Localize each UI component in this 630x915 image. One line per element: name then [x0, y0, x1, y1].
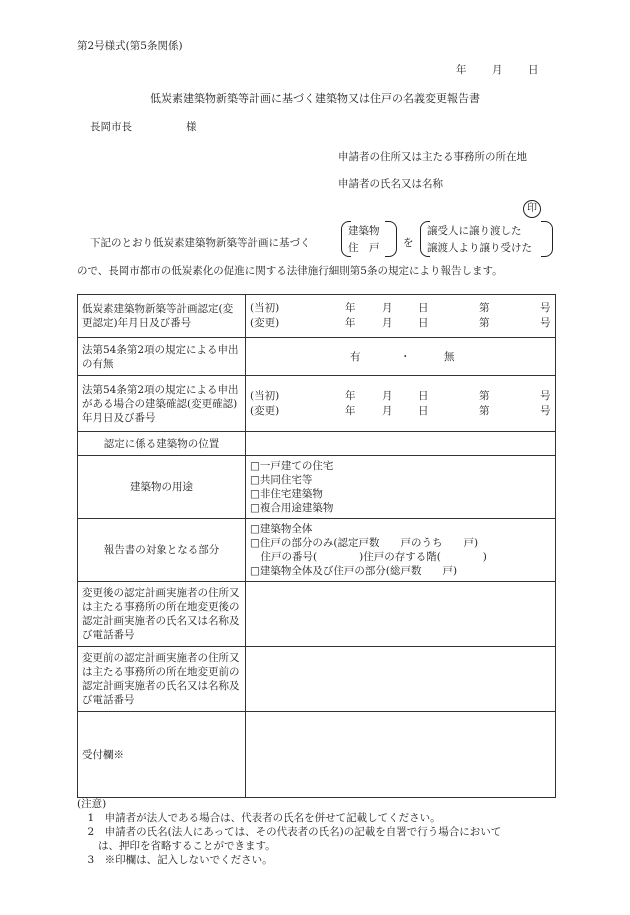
seal-mark: 印 [523, 200, 541, 218]
body-intro: 下記のとおり低炭素建築物新築等計画に基づく [90, 237, 311, 249]
value-building-confirmation[interactable] [246, 376, 556, 432]
checkbox-detached-house[interactable]: □一戸建ての住宅 [250, 460, 334, 472]
label-report-scope: 報告書の対象となる部分 [78, 519, 246, 582]
label-building-use: 建築物の用途 [78, 456, 246, 519]
note-item-1: 1 申請者が法人である場合は、代表者の氏名を併せて記載してください。 [77, 812, 441, 824]
cert-initial-go: 号 [540, 302, 551, 314]
row-application-presence [78, 338, 556, 376]
conf-initial-go: 号 [540, 389, 551, 402]
date-day: 日 [528, 64, 539, 76]
cert-changed-month: 月 [382, 317, 393, 329]
row-new-implementer [78, 582, 556, 647]
form-number: 第2号様式(第5条関係) [77, 40, 183, 52]
choice-transferred: 譲受人に譲り渡した [427, 225, 522, 237]
particle-wo: を [403, 237, 414, 249]
conf-initial-year: 年 [345, 389, 356, 402]
cert-initial-day: 日 [418, 302, 429, 314]
label-application-presence: 法第54条第2項の規定による申出の有無 [78, 338, 246, 376]
option-separator: ・ [400, 350, 411, 363]
checkbox-dwelling-only[interactable]: □住戸の部分のみ(認定戸数 戸のうち 戸) [250, 537, 479, 549]
option-yes[interactable]: 有 [350, 350, 361, 363]
row-reception [78, 712, 556, 798]
report-table [77, 294, 556, 798]
conf-changed-year: 年 [345, 404, 356, 417]
value-new-implementer[interactable] [246, 582, 556, 647]
value-previous-implementer[interactable] [246, 647, 556, 712]
note-item-2: 2 申請者の氏名(法人にあっては、その代表者の氏名)の記載を自署で行う場合において [77, 826, 502, 838]
document-title: 低炭素建築物新築等計画に基づく建築物又は住戸の名義変更報告書 [150, 92, 480, 105]
row-building-location [78, 432, 556, 456]
value-application-presence[interactable] [246, 338, 556, 376]
label-building-location: 認定に係る建築物の位置 [78, 432, 246, 456]
cert-changed-go: 号 [540, 317, 551, 329]
cert-initial-month: 月 [382, 302, 393, 314]
date-month: 月 [492, 64, 503, 76]
conf-initial-day: 日 [418, 389, 429, 402]
label-previous-implementer: 変更前の認定計画実施者の住所又は主たる事務所の所在地変更前の認定計画実施者の氏名又は名称及び電話番号 [78, 647, 246, 712]
conf-changed-dai: 第 [479, 404, 490, 417]
cert-changed-year: 年 [345, 317, 356, 329]
cert-changed-day: 日 [418, 317, 429, 329]
checkbox-non-residential[interactable]: □非住宅建築物 [250, 488, 323, 500]
label-certification-date: 低炭素建築物新築等計画認定(変更認定)年月日及び番号 [78, 295, 246, 338]
checkbox-collective-housing[interactable]: □共同住宅等 [250, 474, 313, 486]
checkbox-mixed-use[interactable]: □複合用途建築物 [250, 502, 334, 514]
cert-changed-dai: 第 [479, 317, 490, 329]
conf-changed-month: 月 [382, 404, 393, 417]
note-item-3: 3 ※印欄は、記入しないでください。 [77, 854, 273, 866]
cert-changed-label: (変更) [250, 317, 280, 329]
row-report-scope [78, 519, 556, 582]
notes-heading: (注意) [77, 798, 107, 810]
row-certification-date [78, 295, 556, 338]
body-conclusion: ので、長岡市都市の低炭素化の促進に関する法律施行細則第5条の規定により報告します。 [77, 265, 503, 277]
checkbox-whole-building[interactable]: □建築物全体 [250, 523, 313, 535]
notes-section [77, 797, 501, 867]
addressee-name: 長岡市長 [90, 121, 132, 133]
label-reception: 受付欄※ [78, 712, 246, 798]
conf-initial-dai: 第 [479, 389, 490, 402]
choice-dwelling: 住 戸 [348, 242, 380, 254]
applicant-name-label: 申請者の氏名又は名称 [338, 178, 443, 190]
conf-initial-label: (当初) [250, 389, 280, 402]
value-building-location[interactable] [246, 432, 556, 456]
addressee-honorific: 様 [186, 121, 197, 133]
choice-building: 建築物 [348, 225, 380, 237]
date-year: 年 [456, 64, 467, 76]
label-building-confirmation: 法第54条第2項の規定による申出がある場合の建築確認(変更確認)年月日及び番号 [78, 376, 246, 432]
conf-changed-label: (変更) [250, 404, 280, 417]
conf-changed-day: 日 [418, 404, 429, 417]
choice-received: 譲渡人より譲り受けた [427, 242, 532, 254]
row-building-confirmation [78, 376, 556, 432]
cert-initial-year: 年 [345, 302, 356, 314]
value-certification-date[interactable] [246, 295, 556, 338]
applicant-address-label: 申請者の住所又は主たる事務所の所在地 [338, 151, 527, 163]
conf-changed-go: 号 [540, 404, 551, 417]
value-report-scope [246, 519, 556, 582]
checkbox-whole-and-dwelling[interactable]: □建築物全体及び住戸の部分(総戸数 戸) [250, 565, 458, 577]
label-new-implementer: 変更後の認定計画実施者の住所又は主たる事務所の所在地変更後の認定計画実施者の氏名又は名称及び電話番号 [78, 582, 246, 647]
value-reception [246, 712, 556, 798]
cert-initial-dai: 第 [479, 302, 490, 314]
option-no[interactable]: 無 [444, 350, 455, 363]
value-building-use [246, 456, 556, 519]
dwelling-number-floor-line[interactable]: 住戸の番号( )住戸の存する階( ) [250, 551, 487, 563]
note-item-2-cont: は、押印を省略することができます。 [77, 840, 276, 852]
row-building-use [78, 456, 556, 519]
cert-initial-label: (当初) [250, 302, 280, 314]
conf-initial-month: 月 [382, 389, 393, 402]
row-previous-implementer [78, 647, 556, 712]
